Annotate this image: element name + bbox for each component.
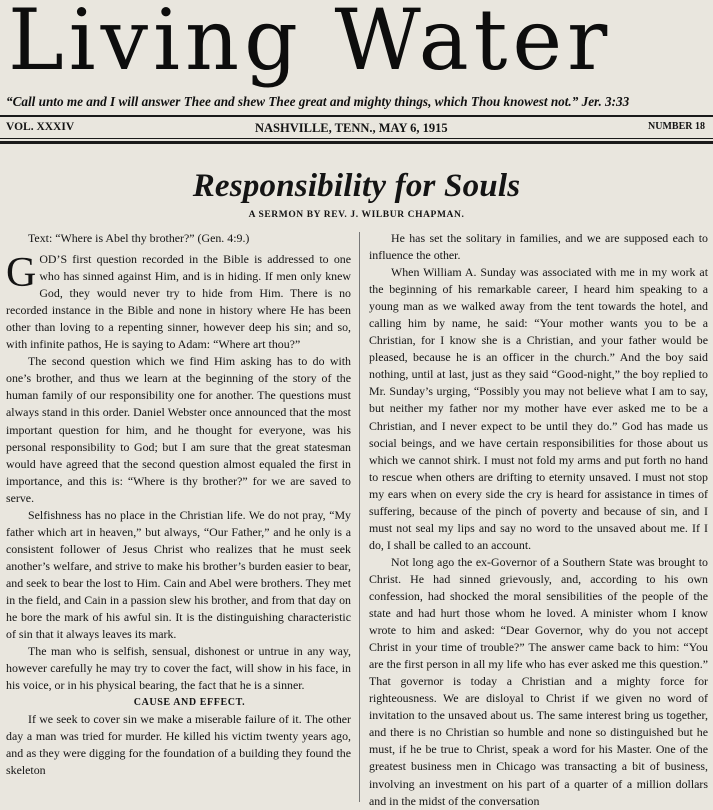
- issue-number: NUMBER 18: [648, 121, 705, 132]
- dateline: NASHVILLE, TENN., MAY 6, 1915: [255, 121, 448, 135]
- article-paragraph: The second question which we find Him asking has to do with one’s brother, and thus we learn at the beginning of the story of the human family of our responsibility one for another. The questions must always stand in this order. Daniel Webster once announced that the most important question for him, and he thought for everyone, was his personal responsibility to God; but I am sure that the great statesman would have agreed that the second question almost equaled the first in importance, and this is: “Where is thy brother?” for we are saved to serve.: [6, 354, 351, 505]
- article-byline: A SERMON BY REV. J. WILBUR CHAPMAN.: [248, 210, 465, 220]
- article-paragraph: He has set the solitary in families, and we are supposed each to influence the other.: [369, 231, 708, 263]
- volume-label: VOL. XXXIV: [6, 121, 75, 133]
- article-paragraph: When William A. Sunday was associated with me in my work at the beginning of his remarkable career, I heard him speaking to a young man as we walked away from the tent towards the hotel, and calling him by name, he said: “Your mother wants you to be a Christian, for I know she is a Christian, and your father would be pleased, because he is an officer in the church.” And the boy said nothing, until at last, just as they said “Good-night,” the boy replied to Mr. Sunday’s urging, “Possibly you may not believe what I am to say, but neither my father nor my mother have ever asked me to be a Christian, and I never expect to be until they do.” God has made us social beings, and we have certain responsibilities for those about us which we cannot shirk. I must not fold my arms and put forth no hand to rescue when others are drifting to eternity unsaved. I must not stop my ears when on every side the cry is heard for assistance in times of suffering, because of the pinch of poverty and because of sin, and I must not seal my lips and say no word to the unsaved about me. If I do, I shall be called to an account.: [369, 265, 708, 552]
- masthead: [0, 0, 713, 96]
- column-divider: [359, 232, 360, 802]
- masthead-rule-top: [0, 115, 713, 117]
- masthead-motto: “Call unto me and I will answer Thee and shew Thee great and mighty things, which Thou knowest not.” Jer. 3:33: [6, 94, 630, 109]
- article-headline: Responsibility for Souls: [192, 168, 521, 204]
- article-paragraph: Selfishness has no place in the Christian life. We do not pray, “My father which art in heaven,” but always, “Our Father,” and he only is a consistent follower of Jesus Christ who realizes that he must seek another’s welfare, and strive to make his brother’s burden easier to bear, and seek to bear the lost to Him. Cain and Abel were brothers. They met in the field, and Cain in a passion slew his brother, and from that day on he bore the mark of his awful sin. It is the distinguishing characteristic of sin that it always leaves its mark.: [6, 507, 351, 642]
- article-paragraph: The man who is selfish, sensual, dishonest or untrue in any way, however carefully he may try to cover the fact, will show in his face, in his voice, or in his physical bearing, the fact that he is a sinner.: [6, 644, 351, 693]
- masthead-title: Living Water: [8, 0, 613, 89]
- masthead-rule-bottom-thick: [0, 141, 713, 144]
- dateline-bar: [0, 118, 713, 136]
- sermon-text-reference: Text: “Where is Abel thy brother?” (Gen. 4:9.): [28, 231, 250, 245]
- article-column-right: [369, 230, 708, 810]
- drop-cap: G: [6, 250, 37, 297]
- article-column-left: [6, 230, 351, 780]
- article-paragraph: Not long ago the ex-Governor of a Southern State was brought to Christ. He had sinned grievously, and, according to his own confession, had shocked the moral sensibilities of the people of the state and had hurt those whom he loved. A minister whom I know wrote to him and asked: “Dear Governor, why do you not accept Christ in your time of trouble?” The answer came back to him: “You are the first person in all my life who has ever asked me this question.” That governor is today a Christian and a mighty force for righteousness. We are disloyal to Christ if we given no word of invitation to the unsaved about us. The same interest bring us together, and there is no Christian so humble and none so distinguished but he must, if he be true to Christ, speak a word for his Master. One of the greatest business men in Chicago was transacting a bit of business, involving an investment on his part of a quarter of a million dollars and in the midst of the conversation: [369, 554, 708, 808]
- masthead-rule-bottom-thin: [0, 138, 713, 139]
- article-paragraph: GOD’S first question recorded in the Bible is addressed to one who has sinned against Him, and is in hiding. If men only knew God, they would never try to hide from Him. There is no recorded instance in the Bible and none in history where He has been other than loving to a repenting sinner, however deep his sin; and so, with infinite pathos, He is saying to Adam: “Where art thou?”: [6, 250, 351, 352]
- article-paragraph: If we seek to cover sin we make a miserable failure of it. The other day a man was tried for murder. He killed his victim twenty years ago, and as they were digging for the foundation of a building they found the skeleton: [6, 712, 351, 778]
- section-subhead: CAUSE AND EFFECT.: [133, 697, 246, 709]
